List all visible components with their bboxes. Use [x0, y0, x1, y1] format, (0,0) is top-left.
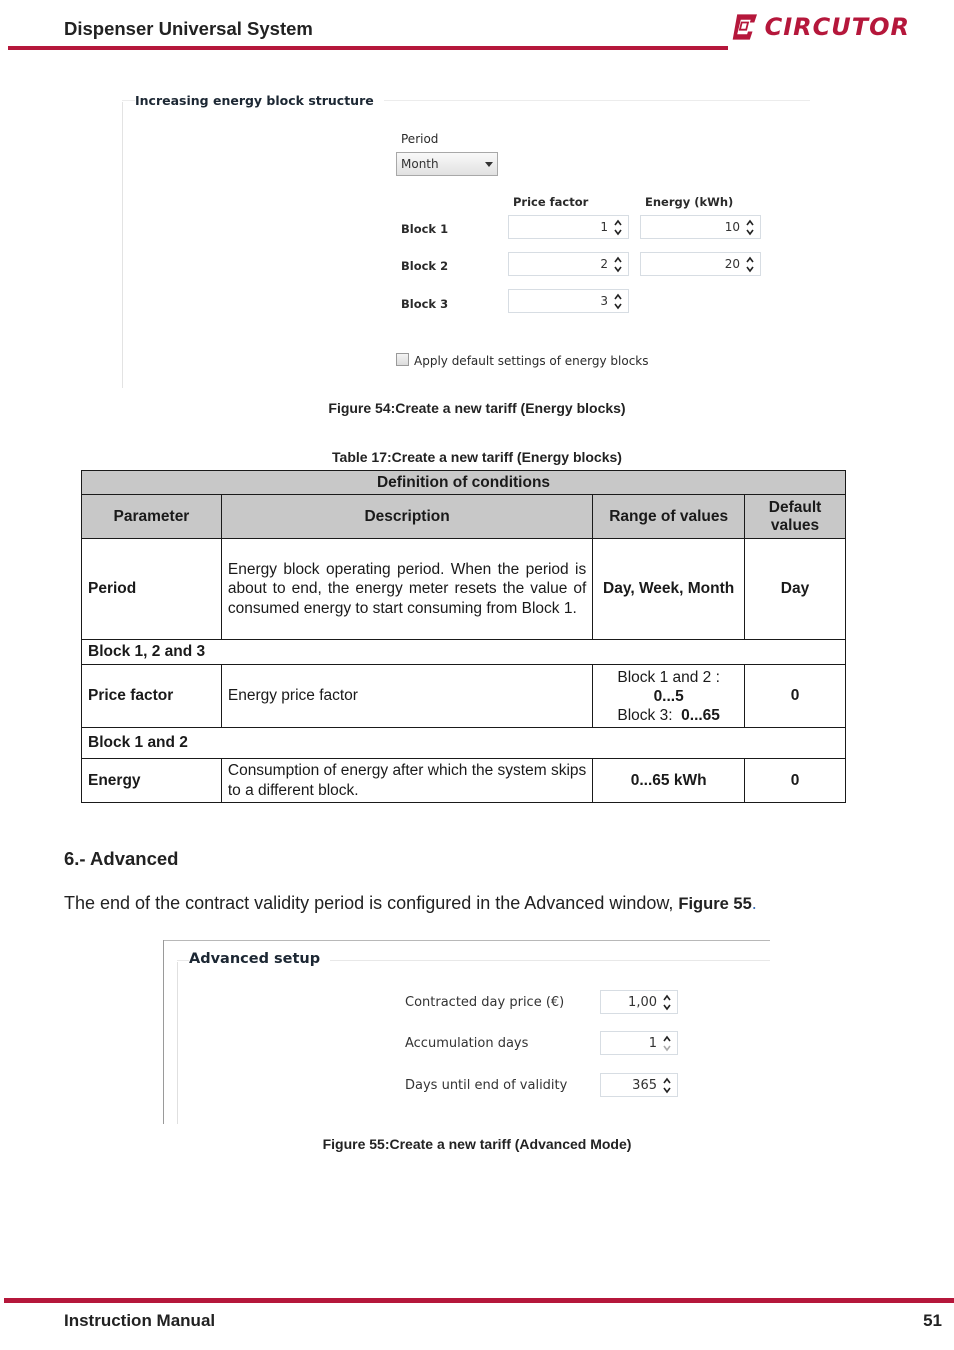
period-param: Period [82, 539, 222, 640]
chevron-down-icon [485, 162, 493, 167]
stepper-arrows-icon[interactable] [745, 254, 755, 274]
group-blocks-12: Block 1 and 2 [82, 728, 846, 759]
period-label: Period [401, 132, 439, 146]
table-header-row [82, 495, 846, 539]
energy-block-panel [122, 84, 812, 386]
price-range [593, 665, 745, 728]
page-number: 51 [923, 1311, 942, 1330]
block-1-energy-stepper[interactable] [640, 215, 761, 239]
header-description: Description [221, 495, 592, 539]
logo-wordmark: CIRCUTOR [764, 13, 910, 41]
stepper-arrows-icon[interactable] [662, 1075, 672, 1095]
stepper-arrows-icon[interactable] [613, 254, 623, 274]
document-title: Dispenser Universal System [64, 18, 313, 39]
figure-54-caption: Figure 54:Create a new tariff (Energy blocks) [328, 400, 626, 416]
circutor-logo-icon [730, 10, 761, 44]
definition-table [81, 470, 846, 803]
validity-days-stepper[interactable] [600, 1073, 678, 1097]
stepper-arrows-icon[interactable] [662, 992, 672, 1012]
period-range: Day, Week, Month [593, 539, 745, 640]
block-1-price-stepper[interactable] [508, 215, 629, 239]
block-3-label: Block 3 [401, 297, 449, 311]
period-dropdown[interactable] [396, 152, 498, 176]
price-range-block3-label: Block 3: [617, 706, 673, 724]
header-parameter: Parameter [82, 495, 222, 539]
price-default: 0 [745, 665, 846, 728]
stepper-arrows-icon[interactable] [613, 291, 623, 311]
paragraph-text: The end of the contract validity period is configured in the Advanced window, [64, 893, 674, 913]
group-row [82, 728, 846, 759]
block-1-label: Block 1 [401, 222, 449, 236]
table-title-row [82, 471, 846, 495]
panel-frame-left [163, 940, 164, 1124]
block-3-price-stepper[interactable] [508, 289, 629, 313]
group-blocks-123: Block 1, 2 and 3 [82, 640, 846, 665]
paragraph-period: . [751, 893, 757, 913]
energy-range: 0...65 kWh [593, 759, 745, 803]
figure-55-caption: Figure 55:Create a new tariff (Advanced Mode) [322, 1136, 632, 1152]
contracted-price-label: Contracted day price (€) [405, 995, 565, 1010]
section-paragraph [64, 893, 757, 914]
advanced-setup-panel [163, 940, 770, 1124]
group-row [82, 640, 846, 665]
table-title: Definition of conditions [82, 471, 846, 495]
footer-title: Instruction Manual [64, 1311, 216, 1330]
price-range-line2: 0...5 [653, 687, 684, 705]
table-row [82, 759, 846, 803]
block-2-label: Block 2 [401, 259, 449, 273]
stepper-value: 10 [724, 220, 740, 234]
block-2-energy-stepper[interactable] [640, 252, 761, 276]
panel-inner-frame-left [177, 962, 178, 1124]
price-desc: Energy price factor [221, 665, 592, 728]
stepper-value: 3 [600, 294, 608, 308]
period-default: Day [745, 539, 846, 640]
energy-param: Energy [82, 759, 222, 803]
accumulation-days-stepper[interactable] [600, 1031, 678, 1055]
section-heading: 6.- Advanced [64, 848, 179, 869]
footer-rule [4, 1298, 954, 1303]
stepper-value: 20 [724, 257, 740, 271]
block-2-price-stepper[interactable] [508, 252, 629, 276]
checkbox-label: Apply default settings of energy blocks [414, 354, 649, 368]
panel-title: Advanced setup [189, 951, 330, 967]
price-factor-header: Price factor [513, 195, 589, 209]
period-dropdown-value: Month [401, 157, 439, 171]
stepper-value: 1 [600, 220, 608, 234]
stepper-value: 1 [648, 1036, 657, 1051]
stepper-value: 2 [600, 257, 608, 271]
accumulation-days-label: Accumulation days [405, 1036, 529, 1051]
price-param: Price factor [82, 665, 222, 728]
stepper-value: 365 [632, 1078, 657, 1093]
energy-desc: Consumption of energy after which the system skips to a different block. [221, 759, 592, 803]
stepper-arrows-icon[interactable] [662, 1033, 672, 1053]
price-range-line3 [599, 706, 738, 725]
default-settings-checkbox[interactable] [396, 353, 409, 366]
price-range-block3-value: 0...65 [681, 706, 720, 724]
stepper-arrows-icon[interactable] [745, 217, 755, 237]
header-default: Default values [745, 495, 846, 539]
energy-header: Energy (kWh) [645, 195, 734, 209]
validity-days-label: Days until end of validity [405, 1078, 568, 1093]
stepper-value: 1,00 [628, 995, 657, 1010]
panel-frame-left [122, 102, 123, 388]
table-row [82, 539, 846, 640]
stepper-arrows-icon[interactable] [613, 217, 623, 237]
table-row [82, 665, 846, 728]
energy-default: 0 [745, 759, 846, 803]
contracted-price-stepper[interactable] [600, 990, 678, 1014]
period-desc: Energy block operating period. When the period is about to end, the energy meter resets the value of consumed energy to start consuming from Block 1. [221, 539, 592, 640]
circutor-logo [730, 8, 910, 46]
header-rule [8, 46, 728, 50]
panel-title: Increasing energy block structure [135, 93, 384, 108]
figure-55-reference[interactable]: Figure 55 [678, 895, 752, 913]
table-17-caption: Table 17:Create a new tariff (Energy blocks) [332, 449, 622, 465]
panel-frame [163, 940, 770, 941]
header-range: Range of values [593, 495, 745, 539]
price-range-line1: Block 1 and 2 : [617, 668, 720, 686]
